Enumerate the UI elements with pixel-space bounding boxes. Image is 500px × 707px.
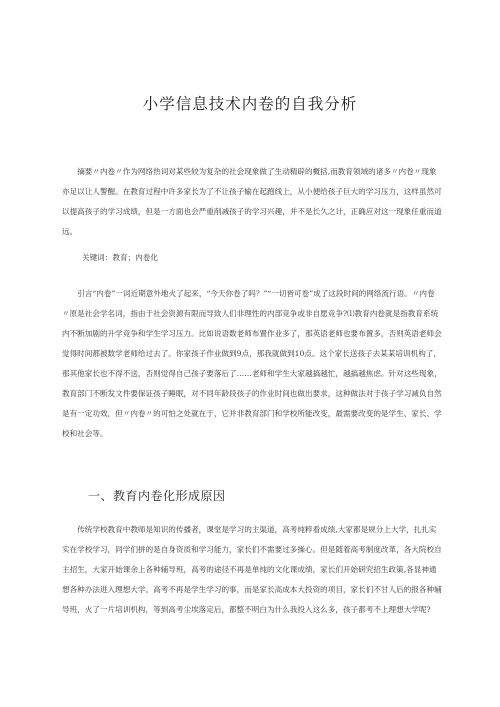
intro-paragraph [62, 284, 442, 444]
page-title: 小学信息技术内卷的自我分析 [142, 95, 358, 113]
section-1-text: 传统学校教育中教师是知识的传播者，课堂是学习的主渠道，高考纯粹看成绩,大家都是规分上大学，扎扎实实在学校学习，同学们拼的是自身资质和学习能力，家长们不需要过多操心。但是随着高考制度改革，各大院校自主招生，大家开始课余上各种辅导班，高考的途径不再是单纯的文化课成绩，家长们开始研究招生政策,各显神通想各种办法进入理想大学。高考不再是学生学习的事，而是家长高成本大投资的项目，家长们不甘人后的报各种辅导班，火了一片培训机构，等到高考尘埃落定后，都整不明白为什么我投入这么多，孩子都考不上理想大学呢? [62, 525, 442, 614]
section-1-paragraph [62, 520, 442, 620]
intro-text: 引言“内卷”一词近期意外地火了起来，“今天你卷了吗？”“一切皆可卷”成了这段时间的网络流行语。〃内卷〃原是社会学名词，指由于社会资源有限而导致人们非理性的内部竞争或非自愿竞争?⑴教育内卷就是指教育系统内不断加剧的升学竞争和学生学习压力。比如说语数老师布置作业多了，那英语老师也要布置多，否则英语老师会觉得时间都被数学老师给过去了。你家孩子作业做到9点，那我就做到10点。这个家长送孩子去某某培训机构了，那其他家长也不得不送，否则觉得自己孩子要落后了……老师和学生大家越搞越忙，越搞越焦虑。针对这些现象，教育部门不断发文件要保证孩子睡眠，对不同年龄段孩子的作业时间也做出要求，这种做法对于孩子学习减负自然是有一定功效，但〃内卷〃的可怕之处就在于，它并非教育部门和学校所能改变，最需要改变的是学生、家长、学校和社会等。 [62, 289, 442, 438]
abstract-text: 摘要〃内卷〃作为网络热词对某些较为复杂的社会现象做了生动精辟的概括,而教育领域的诸多〃内卷〃现象亦足以让人警醒。在教育过程中许多家长为了不让孩子输在起跑线上，从小便给孩子巨大的学习压力，这样虽然可以提高孩子的学习成绩，但是一方面也会严重削减孩子的学习兴趣，并不是长久之计，正确应对这一现象任重而道远。 [62, 167, 442, 236]
section-1-heading: 一、教育内卷化形成原因 [88, 489, 226, 503]
keywords-line: 关键词：教育；内卷化 [82, 253, 158, 262]
abstract-paragraph [62, 162, 442, 242]
